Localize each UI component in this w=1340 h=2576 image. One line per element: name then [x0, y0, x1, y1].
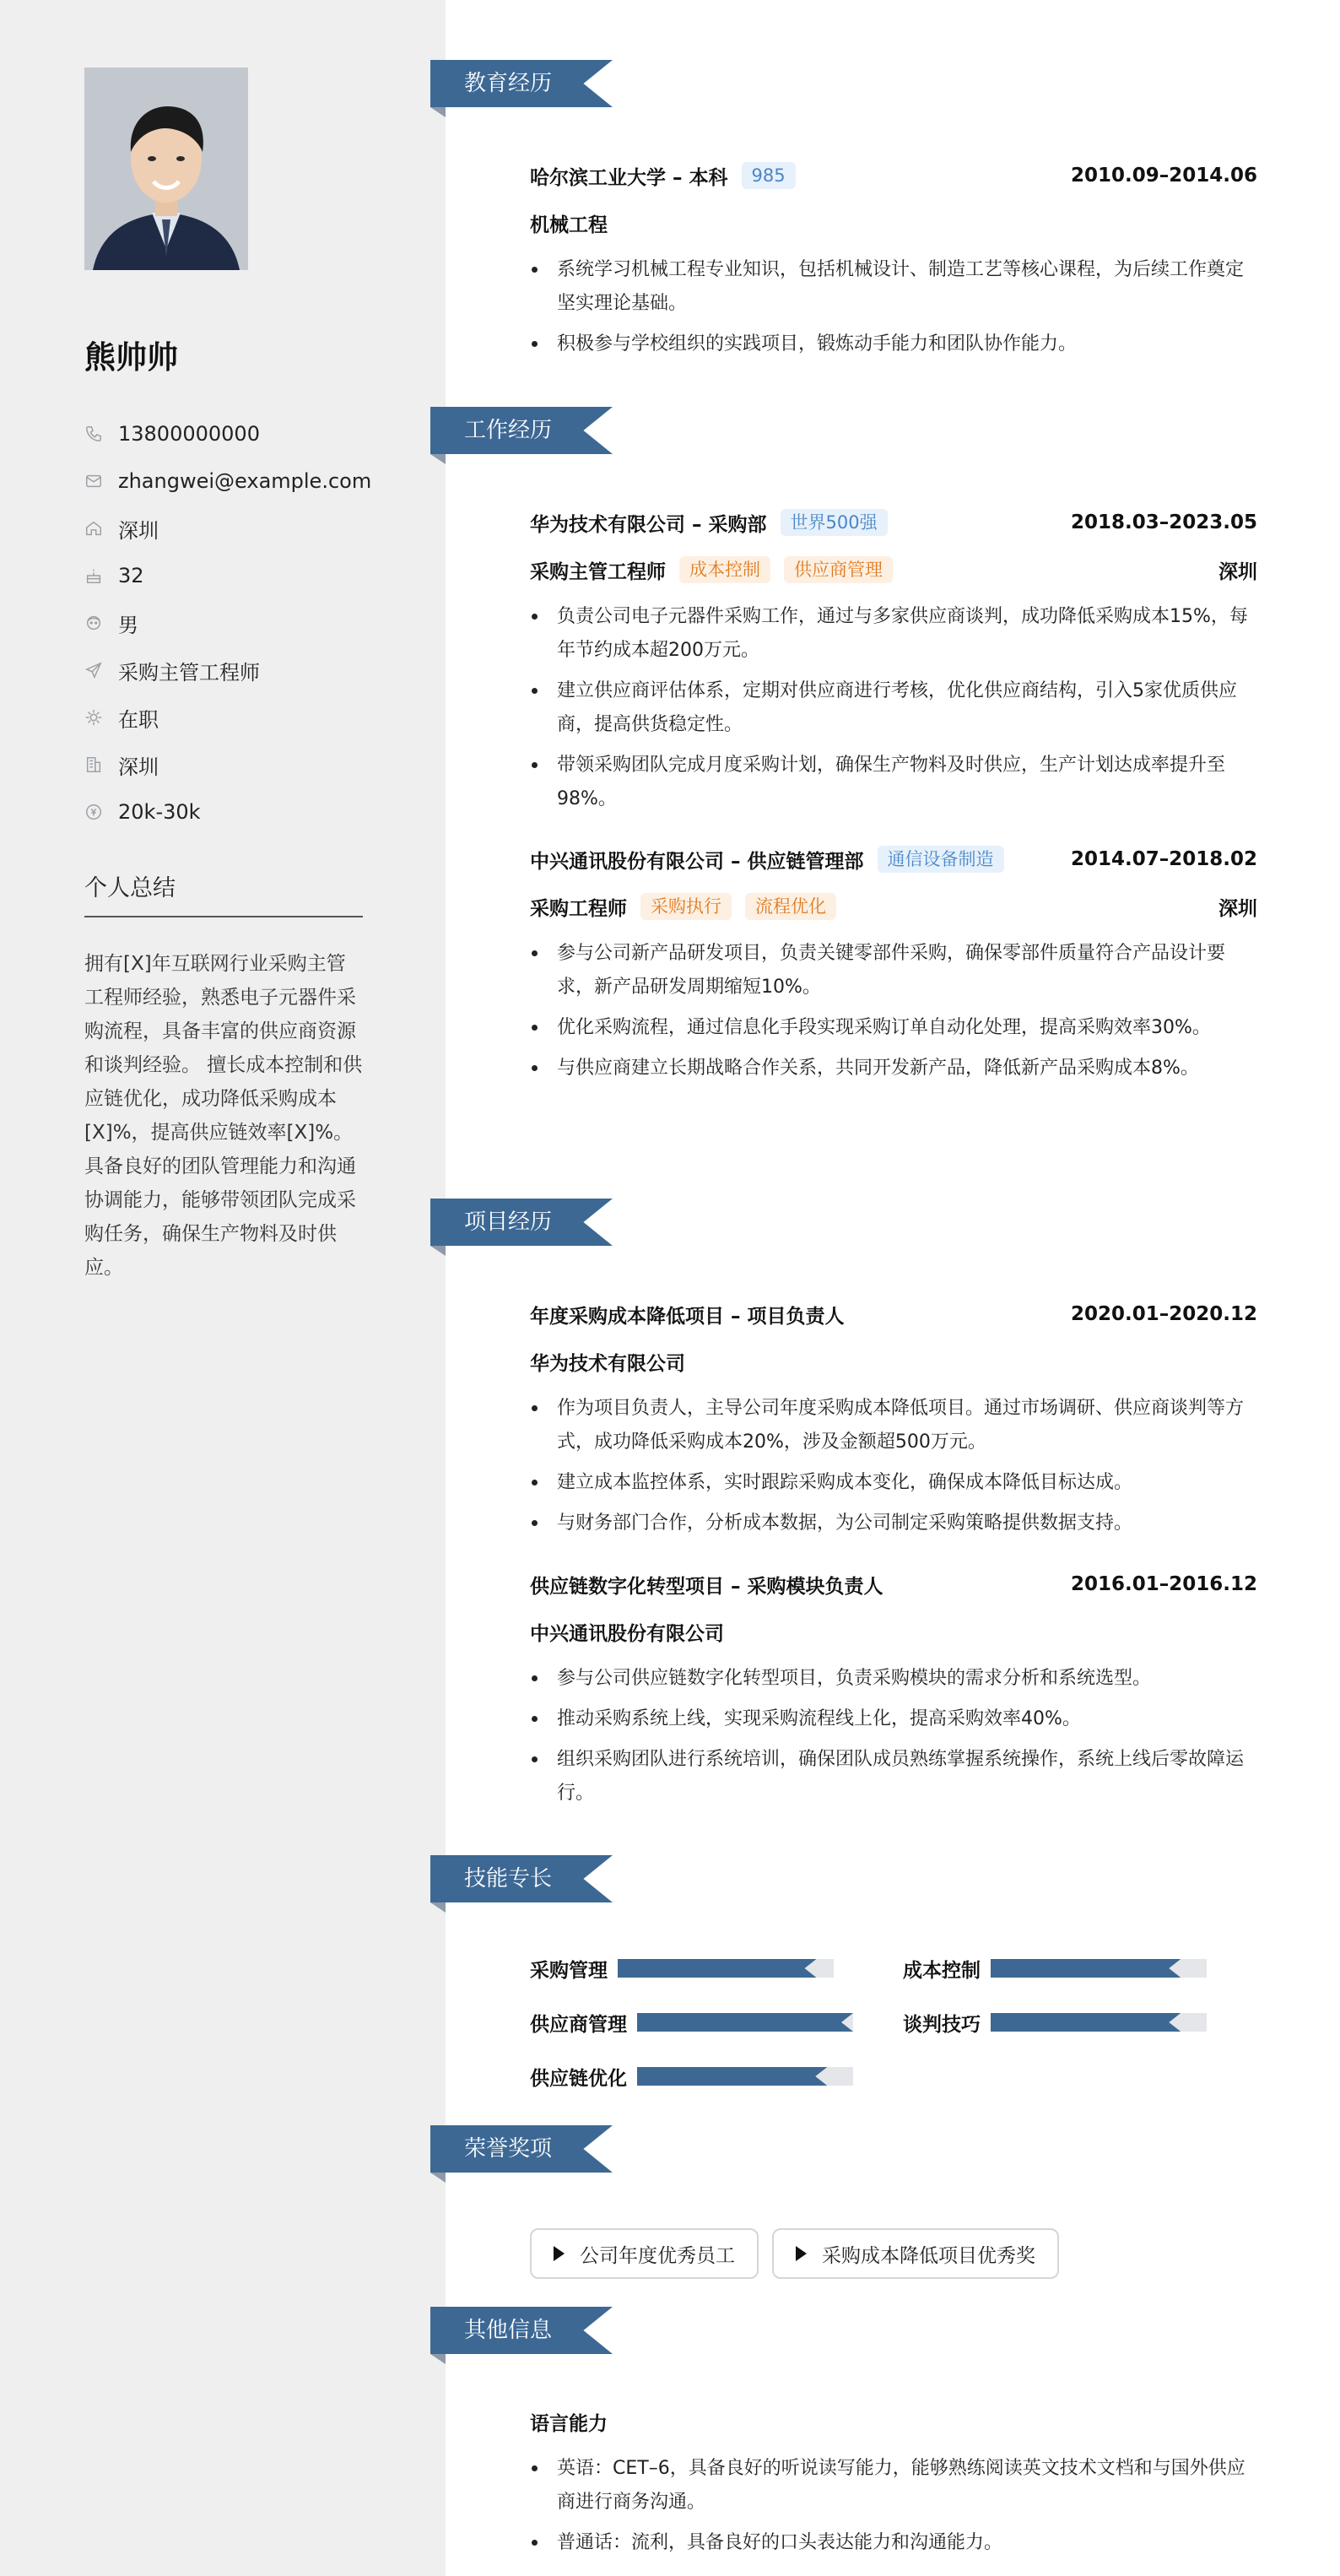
project-name: 供应链数字化转型项目 – 采购模块负责人	[530, 1575, 883, 1598]
list-item: 带领采购团队完成月度采购计划，确保生产物料及时供应，生产计划达成率提升至98%。	[530, 749, 1257, 816]
entry-date: 2016.01–2016.12	[1070, 1573, 1257, 1595]
list-item: 建立成本监控体系，实时跟踪采购成本变化，确保成本降低目标达成。	[530, 1466, 1257, 1500]
section-title: 技能专长	[464, 1866, 553, 1891]
info-status: 在职	[84, 694, 371, 741]
major: 机械工程	[530, 214, 608, 236]
section-ribbon	[430, 1855, 613, 1902]
section-title: 其他信息	[464, 2318, 553, 2343]
summary-text: 拥有[X]年互联网行业采购主管工程师经验，熟悉电子元器件采购流程，具备丰富的供应商资源和谈判经验。 擅长成本控制和供应链优化，成功降低采购成本[X]%，提高供应链效率[X]%。 具备良好的团队管理能力和沟通协调能力，能够带领团队完成采购任务，确保生产物料及时供应。	[84, 953, 363, 1279]
skill-bar-fill	[618, 1959, 817, 1978]
project-entry	[530, 1297, 1257, 1547]
entry-date: 2018.03–2023.05	[1070, 511, 1257, 533]
award-chip: 采购成本降低项目优秀奖	[772, 2228, 1059, 2279]
skill-bar-fill	[991, 2013, 1181, 2032]
entry-city: 深圳	[1218, 897, 1257, 920]
list-item: 普通话：流利，具备良好的口头表达能力和沟通能力。	[530, 2526, 1257, 2560]
home-icon	[84, 519, 103, 538]
skill-bar-fill	[991, 1959, 1181, 1978]
skill-bar	[618, 1959, 834, 1978]
list-item: 组织采购团队进行系统培训，确保团队成员熟练掌握系统操作，系统上线后零故障运行。	[530, 1743, 1257, 1810]
bullet-list	[530, 1392, 1257, 1540]
bullet-list	[530, 1662, 1257, 1810]
info-email: zhangwei@example.com	[84, 457, 371, 505]
work-entry	[530, 842, 1257, 1092]
section-ribbon	[430, 2125, 613, 2173]
skill-bar-fill	[637, 2013, 853, 2032]
building-icon	[84, 755, 103, 774]
section-ribbon	[430, 60, 613, 107]
bullet-list	[530, 600, 1257, 816]
entry-city: 深圳	[1218, 560, 1257, 583]
skill-bar	[991, 1959, 1207, 1978]
list-item: 推动采购系统上线，实现采购流程线上化，提高采购效率40%。	[530, 1702, 1257, 1736]
section-title: 荣誉奖项	[464, 2136, 553, 2162]
school-name: 哈尔滨工业大学 – 本科	[530, 166, 728, 189]
role: 采购主管工程师	[530, 560, 666, 583]
list-item: 与财务部门合作，分析成本数据，为公司制定采购策略提供数据支持。	[530, 1507, 1257, 1540]
info-position: 采购主管工程师	[84, 647, 371, 694]
list-item: 优化采购流程，通过信息化手段实现采购订单自动化处理，提高采购效率30%。	[530, 1011, 1257, 1045]
work-entry	[530, 506, 1257, 823]
list-item: 积极参与学校组织的实践项目，锻炼动手能力和团队协作能力。	[530, 327, 1257, 361]
salary-icon	[84, 803, 103, 821]
skill-name: 采购管理	[530, 1959, 608, 1982]
skill-bar	[637, 2067, 853, 2086]
school-tag: 985	[742, 162, 796, 189]
bullet-list	[530, 2452, 1257, 2560]
skill-name: 成本控制	[903, 1959, 981, 1982]
info-salary: 20k-30k	[84, 788, 371, 836]
skill-tag: 成本控制	[679, 556, 770, 583]
gender-icon	[84, 614, 103, 632]
list-item: 系统学习机械工程专业知识，包括机械设计、制造工艺等核心课程，为后续工作奠定坚实理论基础。	[530, 253, 1257, 321]
role: 采购工程师	[530, 897, 627, 920]
info-phone: 13800000000	[84, 410, 371, 457]
section-ribbon	[430, 2307, 613, 2354]
avatar	[84, 68, 248, 270]
status-icon	[84, 708, 103, 727]
cake-icon	[84, 566, 103, 585]
list-item: 负责公司电子元器件采购工作，通过与多家供应商谈判，成功降低采购成本15%，每年节约成本超200万元。	[530, 600, 1257, 668]
sidebar	[0, 0, 446, 2576]
skill-tag: 流程优化	[745, 893, 836, 920]
summary-heading: 个人总结	[84, 869, 363, 917]
skill-tag: 采购执行	[640, 893, 732, 920]
project-entry	[530, 1567, 1257, 1817]
skill-item	[903, 1951, 1207, 1985]
section-title: 教育经历	[464, 71, 553, 96]
list-item: 作为项目负责人，主导公司年度采购成本降低项目。通过市场调研、供应商谈判等方式，成功降低采购成本20%，涉及金额超500万元。	[530, 1392, 1257, 1459]
entry-date: 2010.09–2014.06	[1070, 165, 1257, 187]
company-name: 中兴通讯股份有限公司 – 供应链管理部	[530, 850, 864, 873]
award-chip: 公司年度优秀员工	[530, 2228, 759, 2279]
entry-date: 2014.07–2018.02	[1070, 848, 1257, 870]
project-company: 中兴通讯股份有限公司	[530, 1622, 724, 1645]
phone-icon	[84, 425, 103, 443]
education-entry	[530, 159, 1257, 368]
email-icon	[84, 472, 103, 490]
skill-bar	[637, 2013, 853, 2032]
list-item: 与供应商建立长期战略合作关系，共同开发新产品，降低新产品采购成本8%。	[530, 1052, 1257, 1085]
bullet-list	[530, 937, 1257, 1085]
candidate-name: 熊帅帅	[84, 339, 178, 376]
section-ribbon	[430, 407, 613, 454]
section-title: 项目经历	[464, 1210, 553, 1235]
skill-name: 供应商管理	[530, 2013, 627, 2036]
entry-date: 2020.01–2020.12	[1070, 1303, 1257, 1325]
company-tag: 世界500强	[781, 509, 888, 536]
list-item: 参与公司供应链数字化转型项目，负责采购模块的需求分析和系统选型。	[530, 1662, 1257, 1696]
skill-name: 谈判技巧	[903, 2013, 981, 2036]
play-icon	[554, 2246, 565, 2261]
section-title: 工作经历	[464, 418, 553, 443]
skill-item	[530, 2005, 853, 2039]
skill-bar-fill	[637, 2067, 827, 2086]
play-icon	[796, 2246, 807, 2261]
project-company: 华为技术有限公司	[530, 1352, 685, 1375]
company-tag: 通信设备制造	[878, 846, 1004, 873]
company-name: 华为技术有限公司 – 采购部	[530, 513, 767, 536]
info-location: 深圳	[84, 505, 371, 552]
portrait-image	[84, 68, 248, 270]
section-ribbon	[430, 1199, 613, 1246]
skill-name: 供应链优化	[530, 2067, 627, 2090]
list-item: 建立供应商评估体系，定期对供应商进行考核，优化供应商结构，引入5家优质供应商，提高供货稳定性。	[530, 674, 1257, 742]
send-icon	[84, 661, 103, 679]
info-age: 32	[84, 552, 371, 599]
project-name: 年度采购成本降低项目 – 项目负责人	[530, 1305, 845, 1328]
bullet-list	[530, 253, 1257, 361]
skill-item	[530, 1951, 834, 1985]
awards-list	[530, 2228, 1073, 2279]
main-content	[446, 0, 1340, 2576]
list-item: 参与公司新产品研发项目，负责关键零部件采购，确保零部件质量符合产品设计要求，新产品研发周期缩短10%。	[530, 937, 1257, 1004]
skill-item	[903, 2005, 1207, 2039]
skill-tag: 供应商管理	[784, 556, 893, 583]
skill-item	[530, 2059, 853, 2093]
list-item: 英语：CET–6，具备良好的听说读写能力，能够熟练阅读英文技术文档和与国外供应商进行商务沟通。	[530, 2452, 1257, 2519]
info-gender: 男	[84, 599, 371, 647]
contact-info-list	[84, 410, 371, 836]
skill-bar	[991, 2013, 1207, 2032]
other-entry	[530, 2405, 1257, 2567]
info-city: 深圳	[84, 741, 371, 788]
language-heading: 语言能力	[530, 2412, 608, 2435]
